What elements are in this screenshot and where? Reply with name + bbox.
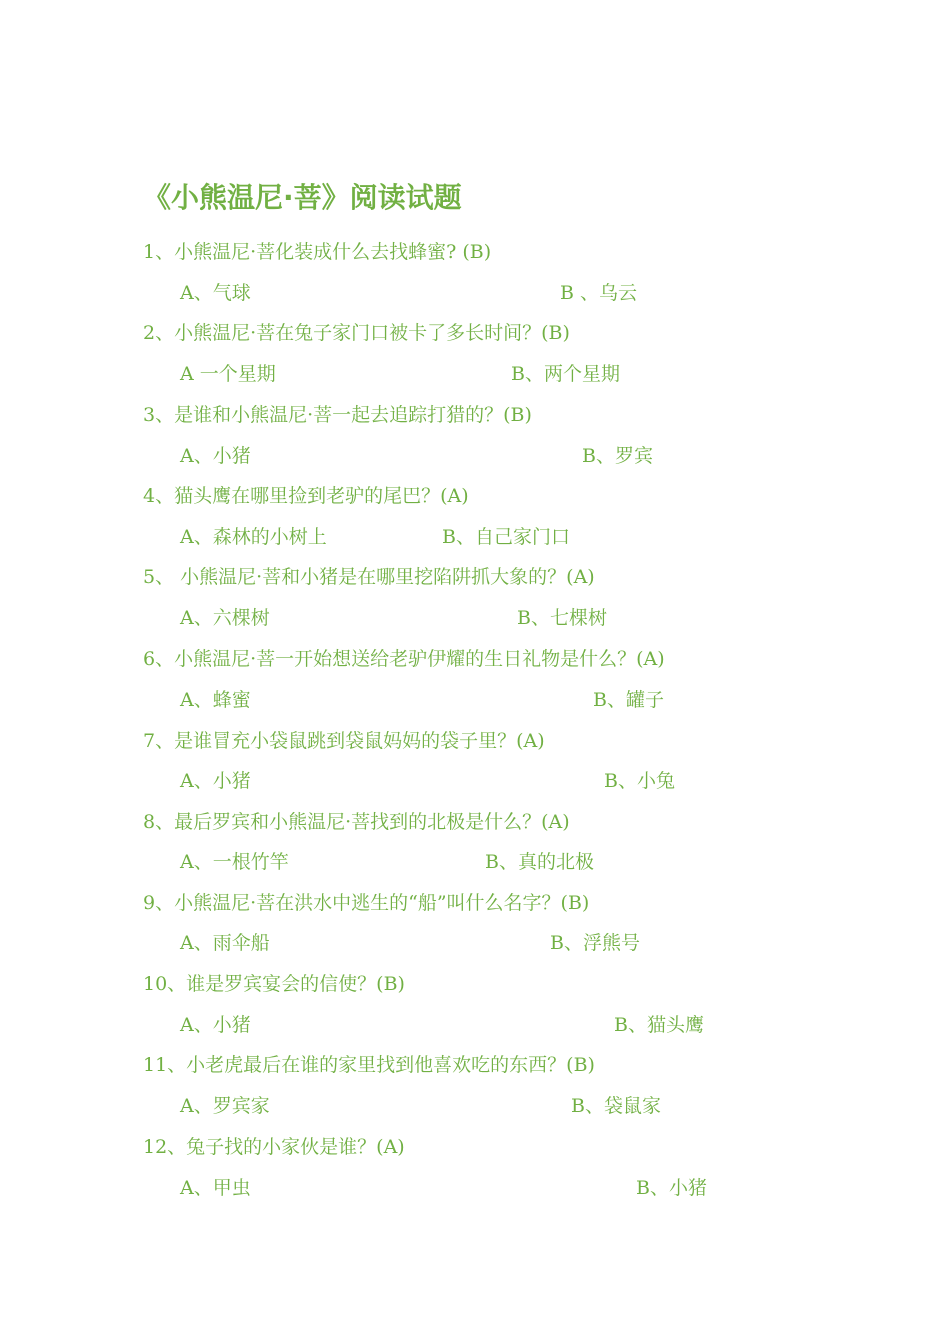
question-11: 11、小老虎最后在谁的家里找到他喜欢吃的东西？(B) xyxy=(143,1054,595,1076)
question-1-option-a: A、气球 xyxy=(180,282,251,304)
question-7-option-a: A、小猪 xyxy=(180,770,251,792)
question-3: 3、是谁和小熊温尼·菩一起去追踪打猎的？(B) xyxy=(143,404,532,426)
question-6-option-a: A、蜂蜜 xyxy=(180,689,251,711)
question-2-option-a: A 一个星期 xyxy=(180,363,276,385)
question-12-option-b: B、小猪 xyxy=(636,1177,707,1199)
question-8-option-a: A、一根竹竿 xyxy=(180,851,289,873)
question-3-option-a: A、小猪 xyxy=(180,445,251,467)
question-6: 6、小熊温尼·菩一开始想送给老驴伊耀的生日礼物是什么？(A) xyxy=(143,648,665,670)
question-8-option-b: B、真的北极 xyxy=(485,851,594,873)
question-6-option-b: B、罐子 xyxy=(593,689,664,711)
question-12: 12、兔子找的小家伙是谁？(A) xyxy=(143,1136,405,1158)
question-5: 5、 小熊温尼·菩和小猪是在哪里挖陷阱抓大象的？(A) xyxy=(143,566,595,588)
question-10: 10、谁是罗宾宴会的信使？(B) xyxy=(143,973,405,995)
question-1: 1、小熊温尼·菩化装成什么去找蜂蜜? (B) xyxy=(143,241,492,263)
question-9-option-b: B、浮熊号 xyxy=(550,932,640,954)
question-5-option-b: B、七棵树 xyxy=(517,607,607,629)
question-2: 2、小熊温尼·菩在兔子家门口被卡了多长时间？(B) xyxy=(143,322,570,344)
question-4: 4、猫头鹰在哪里捡到老驴的尾巴？(A) xyxy=(143,485,469,507)
question-3-option-b: B、罗宾 xyxy=(582,445,653,467)
question-7: 7、是谁冒充小袋鼠跳到袋鼠妈妈的袋子里？(A) xyxy=(143,730,545,752)
question-11-option-a: A、罗宾家 xyxy=(180,1095,270,1117)
question-2-option-b: B、两个星期 xyxy=(511,363,620,385)
question-9: 9、小熊温尼·菩在洪水中逃生的“船”叫什么名字？(B) xyxy=(143,892,590,914)
question-9-option-a: A、雨伞船 xyxy=(180,932,270,954)
question-11-option-b: B、袋鼠家 xyxy=(571,1095,661,1117)
question-7-option-b: B、小兔 xyxy=(604,770,675,792)
question-4-option-a: A、森林的小树上 xyxy=(180,526,327,548)
question-10-option-a: A、小猪 xyxy=(180,1014,251,1036)
question-5-option-a: A、六棵树 xyxy=(180,607,270,629)
question-12-option-a: A、甲虫 xyxy=(180,1177,251,1199)
question-8: 8、最后罗宾和小熊温尼·菩找到的北极是什么？(A) xyxy=(143,811,570,833)
question-10-option-b: B、猫头鹰 xyxy=(614,1014,704,1036)
page-title: 《小熊温尼·菩》阅读试题 xyxy=(143,181,462,214)
question-1-option-b: B 、乌云 xyxy=(560,282,638,304)
question-4-option-b: B、自己家门口 xyxy=(442,526,570,548)
